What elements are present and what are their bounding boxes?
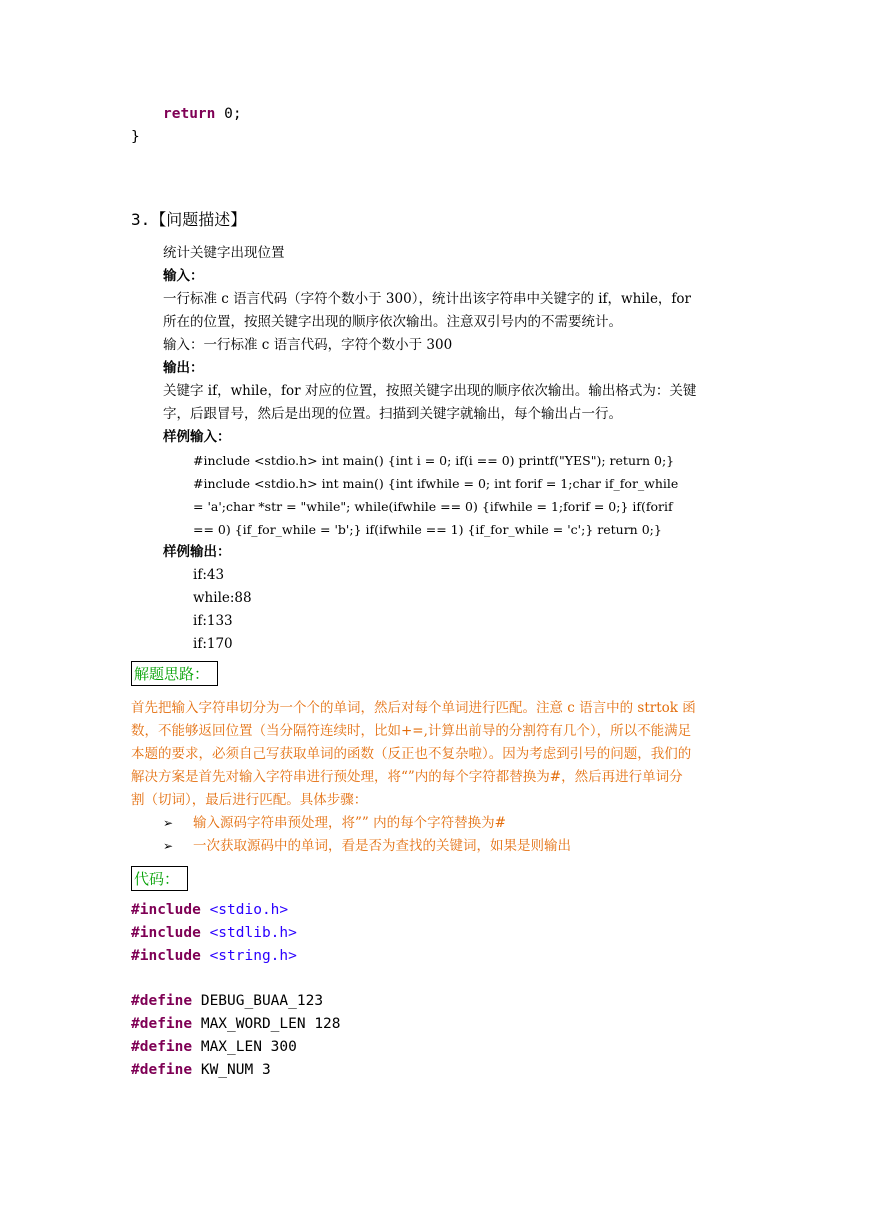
define-body: MAX_LEN 300 (200, 1039, 297, 1055)
output-desc-line-2: 字，后跟冒号，然后是出现的位置。扫描到关键字就输出，每个输出占一行。 (163, 406, 622, 422)
solution-line: 首先把输入字符串切分为一个个的单词，然后对每个单词进行匹配。注意 c 语言中的 strtok 函 (131, 700, 696, 716)
include-line (131, 902, 288, 918)
sample-output-heading: 样例输出： (163, 544, 231, 560)
include-line (131, 925, 297, 941)
sample-input-line: #include <stdio.h> int main() {int ifwhile = 0; int forif = 1;char if_for_while (193, 476, 679, 491)
code-close-brace: } (131, 129, 140, 145)
sample-output-line: if:43 (193, 567, 225, 583)
solution-line: 解决方案是首先对输入字符串进行预处理，将“”内的每个字符都替换为#，然后再进行单词分 (131, 769, 683, 785)
input-desc-line-2: 所在的位置，按照关键字出现的顺序依次输出。注意双引号内的不需要统计。 (163, 314, 622, 330)
section-heading (131, 207, 246, 230)
include-file: <stdio.h> (209, 902, 289, 918)
sample-output-line: while:88 (193, 590, 252, 606)
define-line (131, 1016, 341, 1032)
input-heading: 输入： (163, 268, 204, 284)
include-keyword: #include (131, 925, 201, 941)
define-keyword: #define (131, 1039, 193, 1055)
sample-input-line: = 'a';char *str = "while"; while(ifwhile == 0) {ifwhile = 1;forif = 0;} if(forif (193, 499, 673, 514)
return-keyword: return (163, 106, 216, 122)
input-line: 输入：一行标准 c 语言代码，字符个数小于 300 (163, 337, 453, 353)
define-body: KW_NUM 3 (200, 1062, 271, 1078)
define-keyword: #define (131, 1016, 193, 1032)
define-keyword: #define (131, 1062, 193, 1078)
bullet-arrow-icon: ➢ (163, 816, 174, 830)
return-value: 0; (215, 106, 242, 122)
solution-line: 本题的要求，必须自己写获取单词的函数（反正也不复杂啦）。因为考虑到引号的问题，我们的 (131, 746, 692, 762)
sample-output-line: if:133 (193, 613, 233, 629)
define-line (131, 1039, 297, 1055)
include-file: <string.h> (209, 948, 297, 964)
define-line (131, 1062, 271, 1078)
sample-input-line: == 0) {if_for_while = 'b';} if(ifwhile == 1) {if_for_while = 'c';} return 0;} (193, 522, 662, 537)
solution-line: 数，不能够返回位置（当分隔符连续时，比如+=,计算出前导的分割符有几个），所以不能满足 (131, 723, 692, 739)
define-body: MAX_WORD_LEN 128 (200, 1016, 341, 1032)
sample-output-line: if:170 (193, 636, 233, 652)
define-body: DEBUG_BUAA_123 (200, 993, 324, 1009)
input-desc-line-1: 一行标准 c 语言代码（字符个数小于 300），统计出该字符串中关键字的 if，while，for (163, 291, 692, 307)
bullet-arrow-icon: ➢ (163, 839, 174, 853)
output-heading: 输出： (163, 360, 204, 376)
solution-step-text: 一次获取源码中的单词，看是否为查找的关键词，如果是则输出 (193, 838, 571, 854)
output-desc-line-1: 关键字 if，while，for 对应的位置，按照关键字出现的顺序依次输出。输出格式为：关键 (163, 383, 697, 399)
define-keyword: #define (131, 993, 193, 1009)
include-keyword: #include (131, 902, 201, 918)
sample-input-heading: 样例输入： (163, 429, 231, 445)
solution-step-text: 输入源码字符串预处理，将”” 内的每个字符替换为# (193, 815, 506, 831)
solution-step (163, 812, 173, 835)
solution-line: 割（切词），最后进行匹配。具体步骤： (131, 792, 368, 808)
sample-input-line: #include <stdio.h> int main() {int i = 0; if(i == 0) printf("YES"); return 0;} (193, 453, 675, 468)
code-return-line (163, 106, 242, 122)
include-file: <stdlib.h> (209, 925, 297, 941)
include-line (131, 948, 297, 964)
solution-label: 解题思路： (131, 661, 218, 686)
include-keyword: #include (131, 948, 201, 964)
define-line (131, 993, 323, 1009)
section-number: 3. (131, 210, 151, 229)
solution-step (163, 835, 173, 858)
problem-summary: 统计关键字出现位置 (163, 245, 285, 261)
code-label: 代码： (131, 866, 188, 891)
section-title: 【问题描述】 (150, 210, 247, 229)
